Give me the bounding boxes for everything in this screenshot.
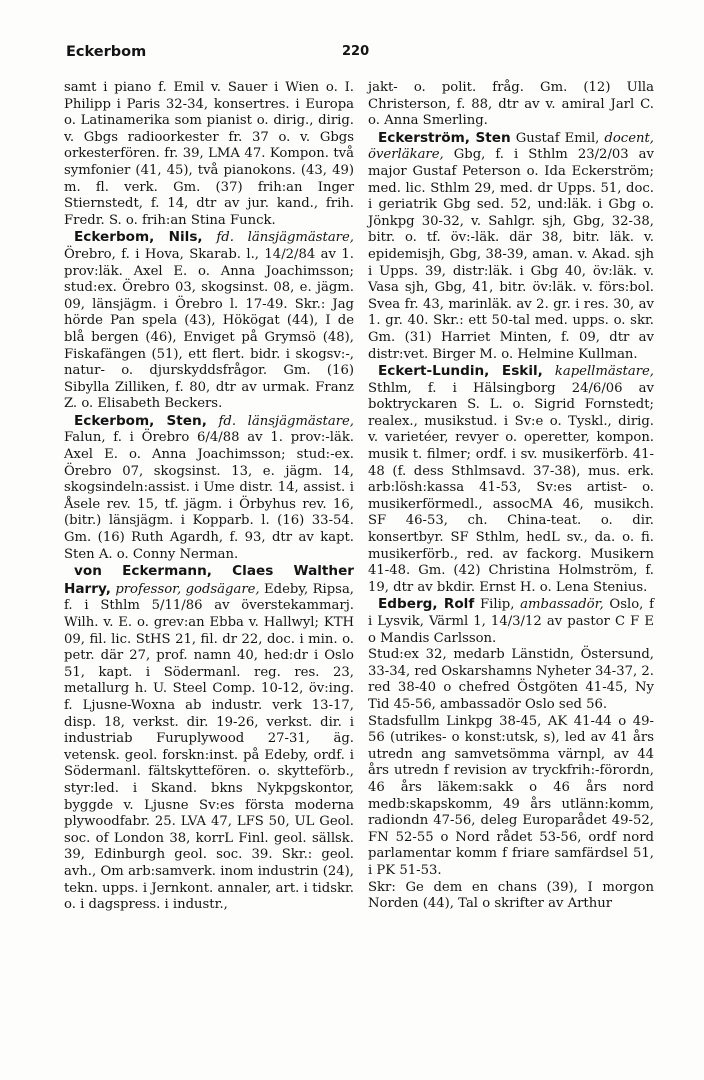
entry-name-rest: Gustaf Emil, <box>515 130 600 146</box>
entry-text: Skr: Ge dem en chans (39), I morgon Norden (44), Tal o skrifter av Arthur <box>368 879 654 912</box>
entry-text: jakt- o. polit. fråg. Gm. (12) Ulla Christerson, f. 88, dtr av v. amiral Jarl C. o. Anna Smerling. <box>368 80 654 129</box>
entry-paragraph <box>368 714 654 880</box>
entry-title: kapellmästare, <box>554 364 654 380</box>
entry-text: Stud:ex 32, medarb Länstidn, Östersund, 33-34, red Oskarshamns Nyheter 34-37, 2. red 38-40 o chefred Östgöten 41-45, Ny Tid 45-56, ambassadör Oslo sed 56. <box>368 647 654 712</box>
entry-paragraph <box>368 647 654 713</box>
entry-headword: Eckerström, Sten <box>378 129 511 146</box>
entry-text: Sthlm, f. i Hälsingborg 24/6/06 av boktryckaren S. L. o. Sigrid Fornstedt; realex., musikstud. i Sv:e o. Tyskl., dirig. v. varietéer, revyer o. operetter, kompon. musik t. filmer; ordf. i sv. musikerförb. 41-48 (f. dess Sthlmsavd. 37-38), mus. erk. arb:lösh:kassa 41-53, Sv:es artist- o. musikerförmedl., assocMA 46, musikch. SF 46-53, ch. China-teat. o. dir. konsertbyr. SF Sthlm, hedL sv., da. o. fi. musikerförb., red. av fackorg. Musikern 41-48. Gm. (42) Christina Holmström, f. 19, dtr av bkdir. Ernst H. o. Lena Stenius. <box>368 380 654 595</box>
running-head: Eckerbom <box>66 44 147 60</box>
page-number: 220 <box>342 44 370 59</box>
entry-title: ambassadör, <box>520 597 604 613</box>
entry-paragraph <box>368 880 654 913</box>
entry-edberg <box>368 596 654 647</box>
entry-eckerbom-sten <box>64 413 354 563</box>
entry-text: Örebro, f. i Hova, Skarab. l., 14/2/84 av 1. prov:läk. Axel E. o. Anna Joachimsson; stud:ex. Örebro 03, skogsinst. 08, e. jägm. 09, länsjägm. i Örebro l. 17-49. Skr.: Jag hörde Pan spela (43), Hökögat (44), I de blå bergen (46), Enviget på Grymsö (48), Fiskafängen (51), ett flert. bidr. i skogsv:-, natur- o. djurskyddsfrågor. Gm. (16) Sibylla Zilliken, f. 80, dtr av urmak. Franz Z. o. Elisabeth Beckers. <box>64 246 354 412</box>
entry-text: Gbg, f. i Sthlm 23/2/03 av major Gustaf Peterson o. Ida Eckerström; med. lic. Sthlm 29, med. dr Upps. 51, doc. i geriatrik Gbg sed. 52, und:läk. i Gbg o. Jönkpg 30-32, v. Sahlgr. sjh, Gbg, 32-38, bitr. o. tf. öv:-läk. där 38, bitr. läk. v. epidemisjh, Gbg, 38-39, aman. v. Akad. sjh i Upps. 39, distr:läk. i Gbg 40, öv:läk. v. Vasa sjh, Gbg, 41, bitr. öv:läk. v. förs:bol. Svea fr. 43, marinläk. av 2. gr. i res. 30, av 1. gr. 40. Skr.: ett 50-tal med. upps. o. skr. Gm. (31) Harriet Minten, f. 09, dtr av distr:vet. Birger M. o. Helmine Kullman. <box>368 147 654 362</box>
entry-eckermann <box>64 563 354 913</box>
entry-headword: von Eckermann, Claes Walther Harry, <box>64 563 354 597</box>
entry-continuation <box>368 80 654 130</box>
entry-headword: Eckerbom, Nils, <box>74 229 203 246</box>
entry-headword: Edberg, Rolf <box>378 596 475 613</box>
entry-title: professor, godsägare, <box>115 581 260 597</box>
entry-title: fd. länsjägmästare, <box>218 413 354 429</box>
left-column <box>64 80 354 914</box>
entry-headword: Eckerbom, Sten, <box>74 412 207 429</box>
entry-text: Falun, f. i Örebro 6/4/88 av 1. prov:-läk. Axel E. o. Anna Joachimsson; stud:-ex. Örebro 07, skogsinst. 13, e. jägm. 14, skogsindeln:assist. i Ume distr. 14, assist. i Åsele rev. 15, tf. jägm. i Örbyhus rev. 16, (bitr.) länsjägm. i Kopparb. l. (16) 33-54. Gm. (16) Ruth Agardh, f. 93, dtr av kapt. Sten A. o. Conny Nerman. <box>64 430 354 562</box>
entry-title: fd. länsjägmästare, <box>216 230 354 246</box>
entry-eckerbom-nils <box>64 229 354 413</box>
entry-eckert-lundin <box>368 363 654 596</box>
entry-title: docent, överläkare, <box>368 130 654 163</box>
entry-eckerstrom <box>368 130 654 363</box>
page-header <box>66 44 656 68</box>
entry-headword: Eckert-Lundin, Eskil, <box>378 363 543 380</box>
entry-text: Oslo, f i Lysvik, Värml 1, 14/3/12 av pastor C F E o Mandis Carlsson. <box>368 597 654 646</box>
entry-continuation <box>64 80 354 229</box>
entry-text: Stadsfullm Linkpg 38-45, AK 41-44 o 49-56 (utrikes- o konst:utsk, s), led av 41 års utredn ang samvetsömma värnpl, av 44 års utredn f revision av tryckfrih:-förordn, 46 års läkem:sakk o 46 års nord medb:skapskomm, 49 års utlänn:komm, radiondn 47-56, deleg Europarådet 49-52, FN 52-55 o Nord rådet 53-56, ordf nord parlamentar komm f friare samfärdsel 51, i PK 51-53. <box>368 713 654 878</box>
entry-text: samt i piano f. Emil v. Sauer i Wien o. I. Philipp i Paris 32-34, konsertres. i Europa o. Latinamerika som pianist o. dirig., dirig. v. Gbgs radioorkester fr. 37 o. v. Gbgs orkesterfören. fr. 39, LMA 47. Kompon. två symfonier (41, 45), två pianokons. (43, 49) m. fl. verk. Gm. (37) frih:an Inger Stiernstedt, f. 14, dtr av jur. kand., frih. Fredr. S. o. frih:an Stina Funck. <box>64 80 354 228</box>
right-column <box>368 80 654 913</box>
entry-name-rest: Filip, <box>479 597 515 613</box>
entry-text: Edeby, Ripsa, f. i Sthlm 5/11/86 av överstekammarj. Wilh. v. E. o. grev:an Ebba v. Hallwyl; KTH 09, fil. lic. StHS 21, fil. dr 22, doc. i min. o. petr. där 27, prof. namn 40, hed:dr i Oslo 51, kapt. i Södermanl. reg. res. 23, metallurg h. U. Steel Comp. 10-12, öv:ing. f. Ljusne-Woxna ab industr. verk 13-17, disp. 18, verkst. dir. 19-26, verkst. dir. i industriab Furuplywood 27-31, äg. vetensk. geol. forskn:inst. på Edeby, ordf. i Södermanl. fältskyttefören. o. skytteförb., styr:led. i Skand. bkns Nykpgskontor, byggde v. Ljusne Sv:es första moderna plywoodfabr. 25. LVA 47, LFS 50, UL Geol. soc. of London 38, korrL Finl. geol. sällsk. 39, Edinburgh geol. soc. 39. Skr.: geol. avh., Om arb:samverk. inom industrin (24), tekn. upps. i Jernkont. annaler, art. i tidskr. o. i dagspress. i industr., <box>64 581 354 913</box>
